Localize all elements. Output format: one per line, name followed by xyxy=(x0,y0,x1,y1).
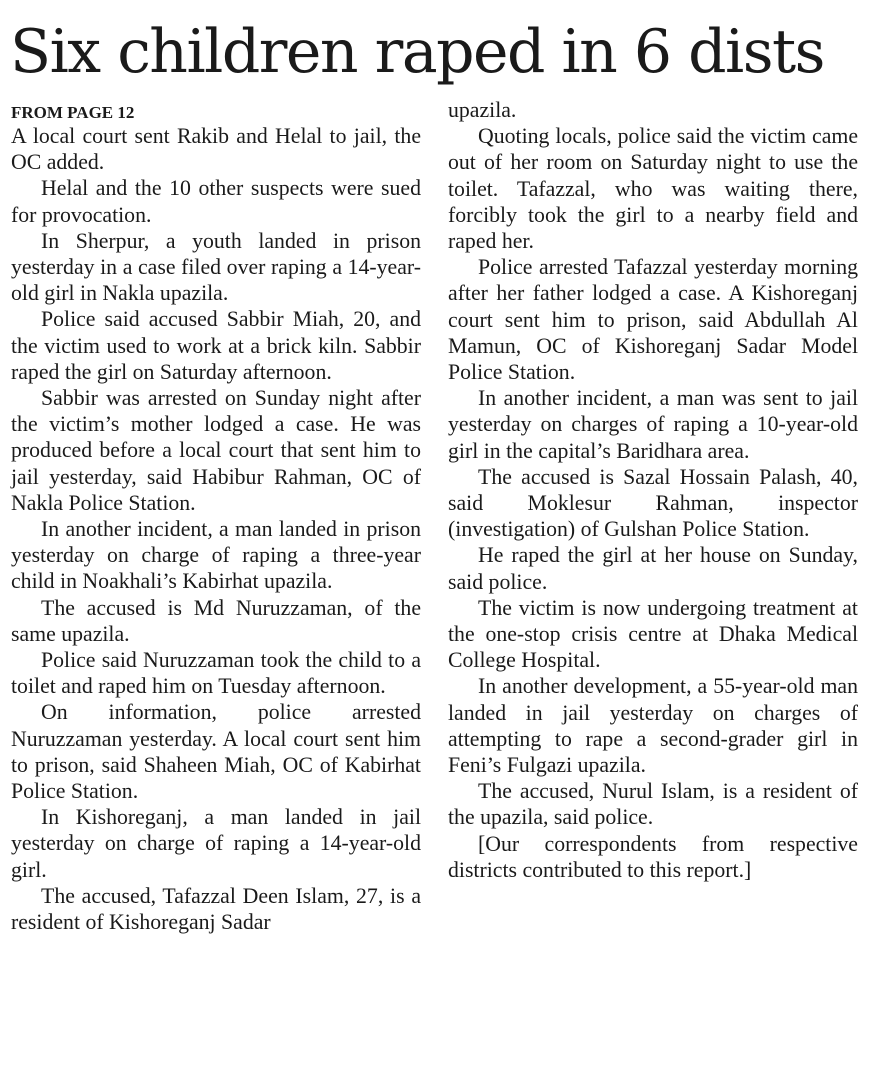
paragraph: Police arrested Tafazzal yesterday morning after her father lodged a case. A Kishoreganj court sent him to prison, said Abdullah Al Mamun, OC of Kishoreganj Sadar Model Police Station. xyxy=(448,255,858,385)
paragraph: Helal and the 10 other suspects were sued for provocation. xyxy=(11,176,421,227)
headline: Six children raped in 6 dists xyxy=(10,17,824,87)
paragraph: Quoting locals, police said the victim came out of her room on Saturday night to use the toilet. Tafazzal, who was waiting there, forcibly took the girl to a nearby field and raped her. xyxy=(448,124,858,254)
paragraph: The accused is Md Nuruzzaman, of the same upazila. xyxy=(11,595,421,646)
paragraph: On information, police arrested Nuruzzaman yesterday. A local court sent him to prison, said Shaheen Miah, OC of Kabirhat Police Station. xyxy=(11,700,421,804)
paragraph: Sabbir was arrested on Sunday night after the victim’s mother lodged a case. He was produced before a local court that sent him to jail yesterday, said Habibur Rahman, OC of Nakla Police Station. xyxy=(11,386,421,515)
paragraph: The accused, Tafazzal Deen Islam, 27, is a resident of Kishoreganj Sadar xyxy=(11,883,421,935)
paragraph: The victim is now undergoing treatment at the one-stop crisis centre at Dhaka Medical College Hospital. xyxy=(448,595,858,673)
paragraph: A local court sent Rakib and Helal to jail, the OC added. xyxy=(11,124,421,175)
paragraph: The accused, Nurul Islam, is a resident of the upazila, said police. xyxy=(448,779,858,830)
article-column-left xyxy=(11,123,421,935)
article-column-right xyxy=(448,97,858,883)
paragraph: In Sherpur, a youth landed in prison yesterday in a case filed over raping a 14-year-old girl in Nakla upazila. xyxy=(11,228,421,306)
paragraph: He raped the girl at her house on Sunday, said police. xyxy=(448,543,858,594)
paragraph: upazila. xyxy=(448,98,517,122)
paragraph: In another incident, a man landed in prison yesterday on charge of raping a three-year child in Noakhali’s Kabirhat upazila. xyxy=(11,517,421,594)
paragraph: In another incident, a man was sent to jail yesterday on charges of raping a 10-year-old girl in the capital’s Baridhara area. xyxy=(448,386,858,463)
paragraph: [Our correspondents from respective districts contributed to this report.] xyxy=(448,831,858,882)
paragraph: In Kishoreganj, a man landed in jail yesterday on charge of raping a 14-year-old girl. xyxy=(11,805,421,882)
paragraph: The accused is Sazal Hossain Palash, 40, said Moklesur Rahman, inspector (investigation) of Gulshan Police Station. xyxy=(448,464,858,542)
paragraph: In another development, a 55-year-old man landed in jail yesterday on charges of attempting to rape a second-grader girl in Feni’s Fulgazi upazila. xyxy=(448,674,858,778)
paragraph: Police said Nuruzzaman took the child to a toilet and raped him on Tuesday afternoon. xyxy=(11,648,421,699)
paragraph: Police said accused Sabbir Miah, 20, and the victim used to work at a brick kiln. Sabbir raped the girl on Saturday afternoon. xyxy=(11,307,421,384)
continued-from-label: FROM PAGE 12 xyxy=(11,103,135,122)
